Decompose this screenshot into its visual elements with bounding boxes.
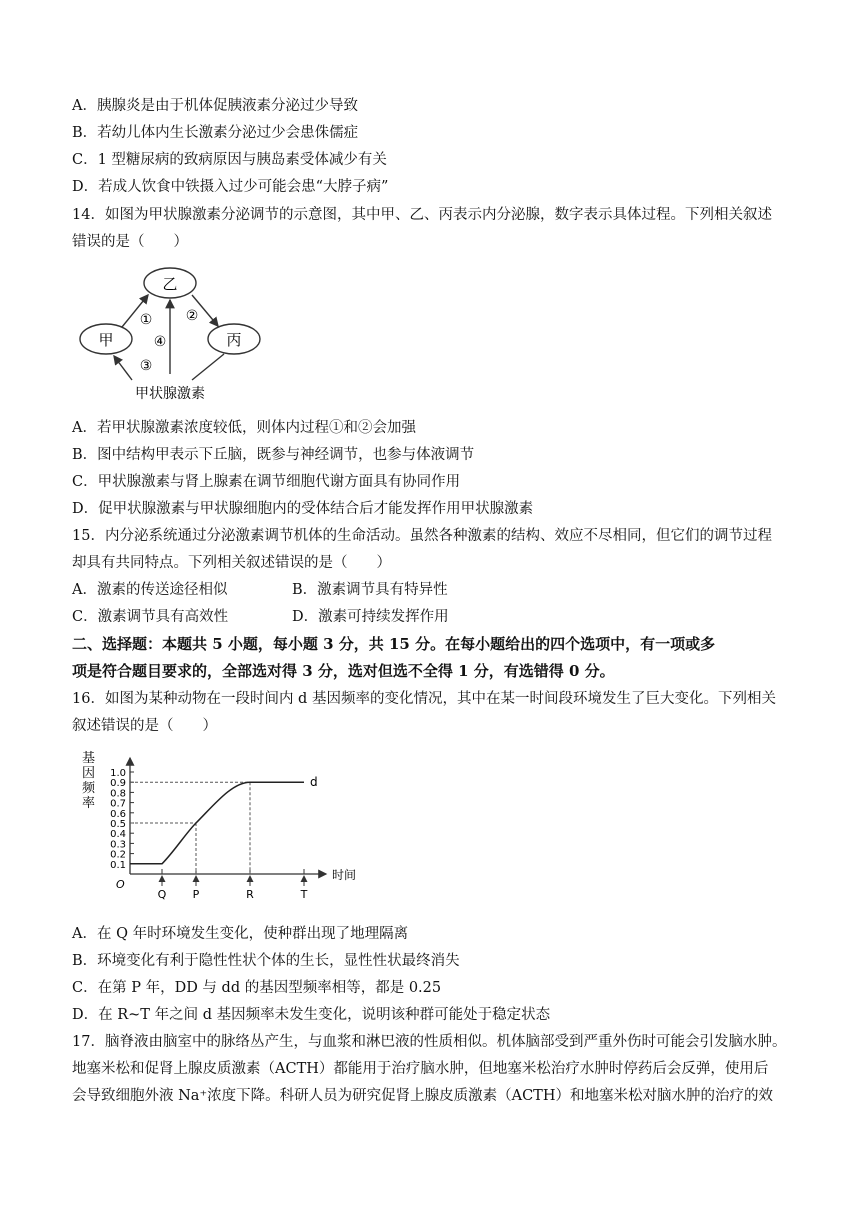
q13-option-c: C．1 型糖尿病的致病原因与胰岛素受体减少有关 [72,152,387,168]
y-tick-label: 0.5 [110,819,126,830]
q16-option-c: C．在第 P 年，DD 与 dd 的基因型频率相等，都是 0.25 [72,980,442,996]
q15-option-a: A．激素的传送途径相似 [72,582,228,598]
x-tick-label: Q [157,888,167,901]
q13-option-b: B．若幼儿体内生长激素分泌过少会患侏儒症 [72,125,359,141]
node-yi-label: 乙 [162,275,178,293]
q15-option-c: C．激素调节具有高效性 [72,609,229,625]
ylabel-char: 频 [82,781,96,796]
label-thyroid-hormone: 甲状腺激素 [135,386,205,402]
x-tick-label: R [246,888,254,901]
chart-xlabel: 时间 [332,868,357,882]
thyroid-regulation-diagram [72,262,272,410]
y-tick-label: 0.4 [110,829,126,841]
section2-heading-line1: 二、选择题：本题共 5 小题，每小题 3 分，共 15 分。在每小题给出的四个选项中，有一项或多 [72,635,716,653]
series-d-label: d [310,775,318,790]
y-tick-label: 0.2 [110,849,126,861]
x-tick-label: T [300,888,308,901]
q13-option-d: D．若成人饮食中铁摄入过少可能会患“大脖子病” [72,179,389,195]
label-process-4: ④ [153,334,167,350]
q15-option-b: B．激素调节具有特异性 [292,582,448,598]
q17-line1: 17．脑脊液由脑室中的脉络丛产生，与血浆和淋巴液的性质相似。机体脑部受到严重外伤时可能会引发脑水肿。 [72,1034,787,1050]
label-process-2: ② [185,308,199,324]
y-tick-label: 0.8 [110,788,126,800]
label-process-3: ③ [139,358,153,374]
x-tick-label: P [192,888,200,901]
origin-label: O [116,878,125,891]
ylabel-char: 基 [82,751,96,766]
q15-stem-line2: 却具有共同特点。下列相关叙述错误的是（ ） [72,555,391,571]
q16-option-b: B．环境变化有利于隐性性状个体的生长，显性性状最终消失 [72,953,460,969]
gene-frequency-chart [72,748,357,906]
q14-stem-line1: 14．如图为甲状腺激素分泌调节的示意图，其中甲、乙、丙表示内分泌腺，数字表示具体过程。下列相关叙述 [72,207,772,223]
q17-line3: 会导致细胞外液 Na⁺浓度下降。科研人员为研究促肾上腺皮质激素（ACTH）和地塞米松对脑水肿的治疗的效 [72,1088,773,1104]
arrow-hormone-to-jia [114,356,132,380]
q16-option-a: A．在 Q 年时环境发生变化，使种群出现了地理隔离 [72,926,409,942]
q14-option-c: C．甲状腺激素与肾上腺素在调节细胞代谢方面具有协同作用 [72,474,461,490]
ylabel-char: 率 [82,796,96,811]
q14-stem-line2: 错误的是（ ） [72,234,188,250]
q16-stem-line1: 16．如图为某种动物在一段时间内 d 基因频率的变化情况，其中在某一时间段环境发生了巨大变化。下列相关 [72,691,776,707]
label-process-1: ① [139,312,153,328]
q16-option-d: D．在 R~T 年之间 d 基因频率未发生变化，说明该种群可能处于稳定状态 [72,1007,551,1023]
q15-option-d: D．激素可持续发挥作用 [292,609,449,625]
y-tick-label: 0.7 [110,798,126,810]
q14-option-b: B．图中结构甲表示下丘脑，既参与神经调节，也参与体液调节 [72,447,475,463]
y-tick-label: 0.9 [110,778,126,790]
ylabel-char: 因 [82,766,96,781]
q13-option-a: A．胰腺炎是由于机体促胰液素分泌过少导致 [72,98,358,114]
node-bing-label: 丙 [226,331,242,349]
q14-option-a: A．若甲状腺激素浓度较低，则体内过程①和②会加强 [72,420,416,436]
y-tick-label: 0.3 [110,839,126,851]
q14-option-d: D．促甲状腺激素与甲状腺细胞内的受体结合后才能发挥作用甲状腺激素 [72,501,534,517]
y-tick-label: 0.1 [110,859,126,871]
node-jia-label: 甲 [98,331,114,349]
q15-stem-line1: 15．内分泌系统通过分泌激素调节机体的生命活动。虽然各种激素的结构、效应不尽相同，但它们的调节过程 [72,528,772,544]
q17-line2: 地塞米松和促肾上腺皮质激素（ACTH）都能用于治疗脑水肿，但地塞米松治疗水肿时停药后会反弹，使用后 [72,1061,769,1077]
y-tick-label: 0.6 [110,808,126,820]
arrow-bing-to-hormone [192,354,224,380]
q16-stem-line2: 叙述错误的是（ ） [72,718,217,734]
y-tick-label: 1.0 [110,768,126,779]
section2-heading-line2: 项是符合题目要求的，全部选对得 3 分，选对但选不全得 1 分，有选错得 0 分。 [72,662,615,680]
